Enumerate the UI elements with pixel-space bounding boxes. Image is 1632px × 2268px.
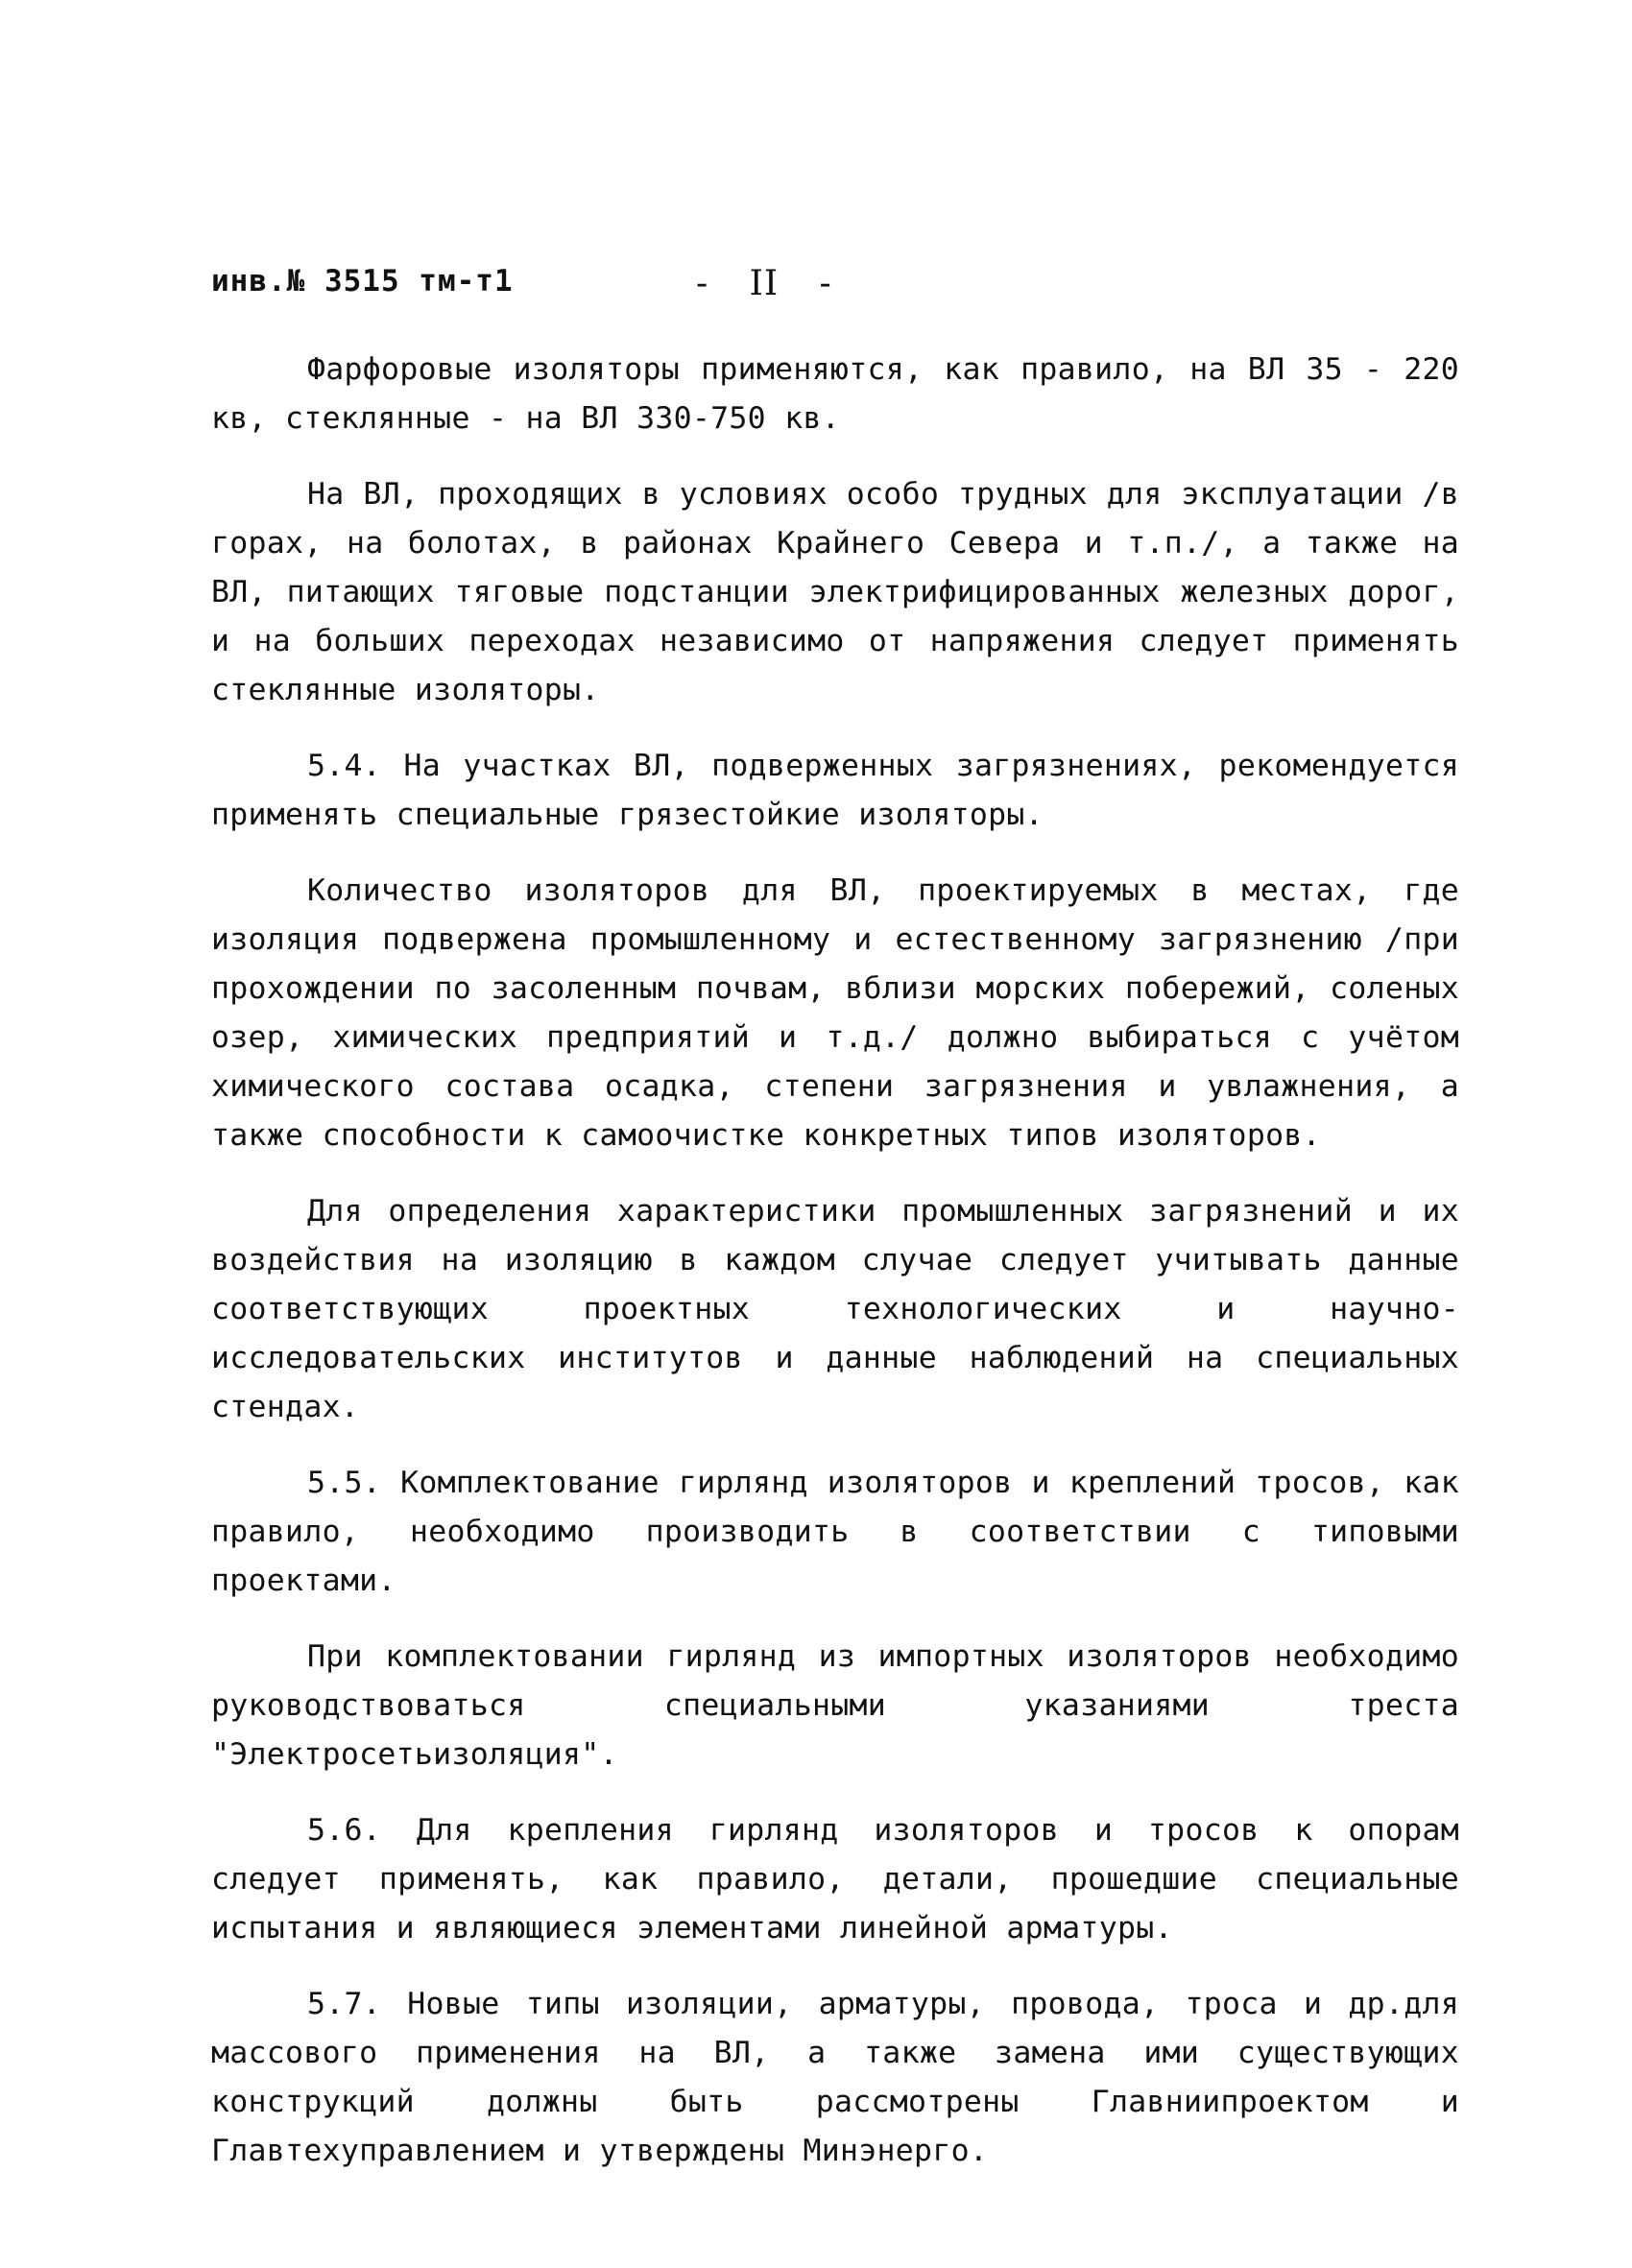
paragraph-5-5: 5.5. Комплектование гирлянд изоляторов и креплений тросов, как правило, необходимо производить в соответствии с типовыми проектами. [211, 1466, 1459, 1598]
page-number: - II - [696, 264, 832, 303]
paragraph-5-7: 5.7. Новые типы изоляции, арматуры, провода, троса и др.для массового применения на ВЛ, а также замена ими существующих конструкций должны быть рассмотрены Главниипроектом и Главтехуправлением и утверждены Минэнерго. [211, 1987, 1459, 2168]
document-body [211, 346, 1459, 2203]
inventory-number: инв.№ 3515 тм-т1 [211, 264, 514, 298]
page-header [211, 254, 1459, 312]
paragraph-imported-insulators: При комплектовании гирлянд из импортных изоляторов необходимо руководствоваться специальными указаниями треста "Электросетьизоляция". [211, 1639, 1459, 1772]
paragraph-pollution-characteristics: Для определения характеристики промышленных загрязнений и их воздействия на изоляцию в каждом случае следует учитывать данные соответствующих проектных технологических и научно-исследовательских институтов и данные наблюдений на специальных стендах. [211, 1194, 1459, 1424]
paragraph-insulator-quantity: Количество изоляторов для ВЛ, проектируемых в местах, где изоляция подвержена промышленному и естественному загрязнению /при прохождении по засоленным почвам, вблизи морских побережий, соленых озер, химических предприятий и т.д./ должно выбираться с учётом химического состава осадка, степени загрязнения и увлажнения, а также способности к самоочистке конкретных типов изоляторов. [211, 873, 1459, 1153]
paragraph-5-6: 5.6. Для крепления гирлянд изоляторов и тросов к опорам следует применять, как правило, детали, прошедшие специальные испытания и являющиеся элементами линейной арматуры. [211, 1813, 1459, 1946]
paragraph-5-4: 5.4. На участках ВЛ, подверженных загрязнениях, рекомендуется применять специальные грязестойкие изоляторы. [211, 749, 1459, 832]
paragraph-porcelain-glass: Фарфоровые изоляторы применяются, как правило, на ВЛ 35 - 220 кв, стеклянные - на ВЛ 330-750 кв. [211, 352, 1459, 436]
paragraph-difficult-conditions: На ВЛ, проходящих в условиях особо трудных для эксплуатации /в горах, на болотах, в районах Крайнего Севера и т.п./, а также на ВЛ, питающих тяговые подстанции электрифицированных железных дорог, и на больших переходах независимо от напряжения следует применять стеклянные изоляторы. [211, 477, 1459, 707]
